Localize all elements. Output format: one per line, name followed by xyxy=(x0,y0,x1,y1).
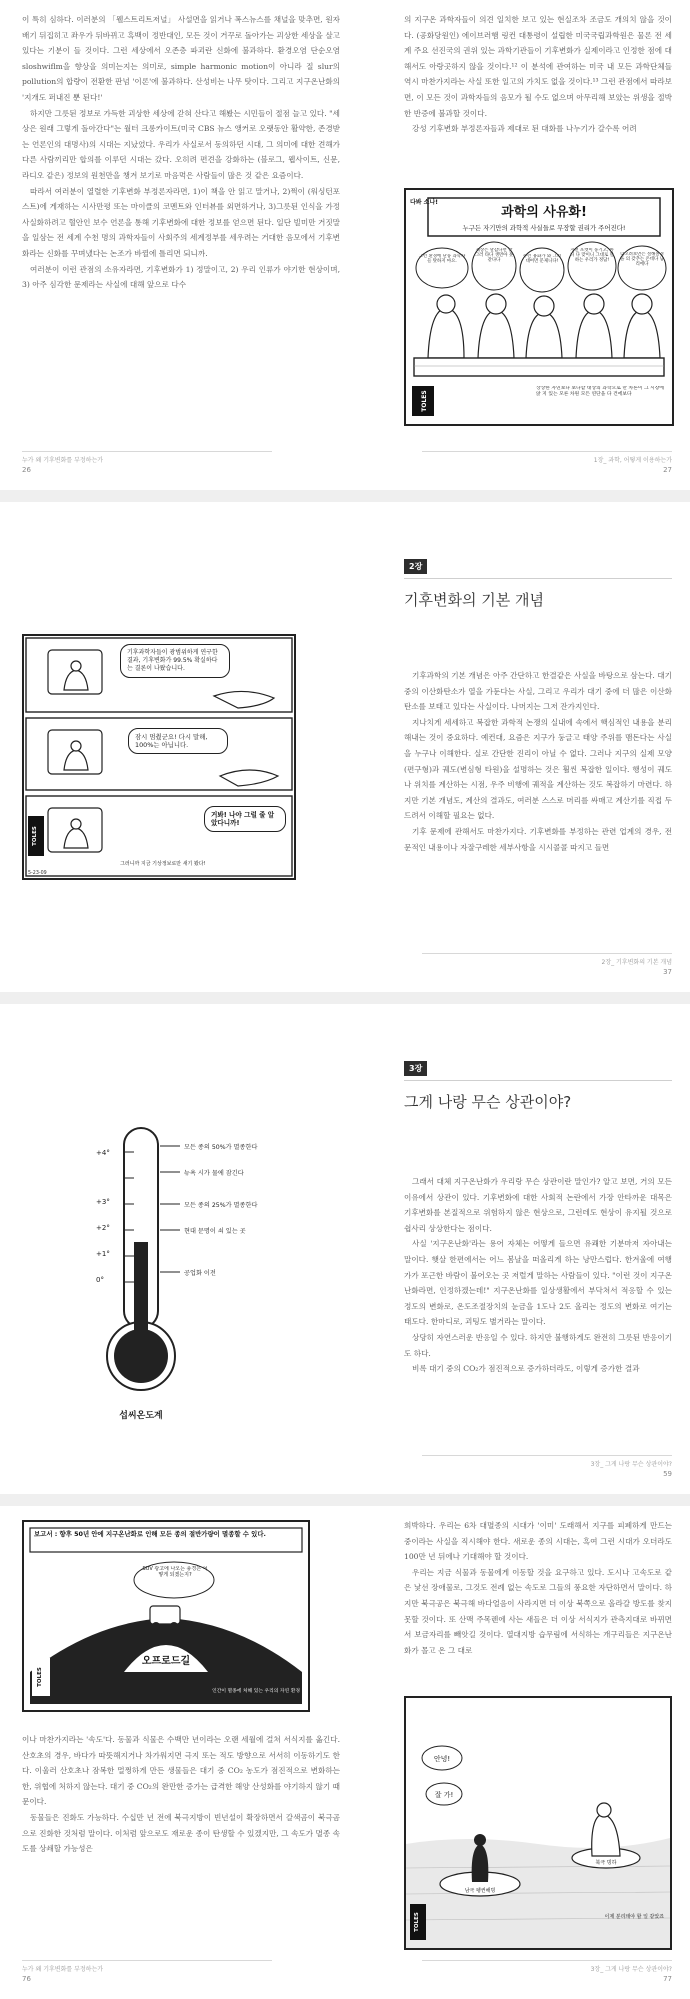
cartoon-privatization-of-science xyxy=(404,188,674,426)
page-number: 37 xyxy=(663,968,672,976)
thermometer-label: 모든 종의 50%가 멸종한다 xyxy=(184,1144,258,1151)
paragraph: 지나치게 세세하고 복잡한 과학적 논쟁의 실내에 속에서 핵심적인 내용을 분리해내는 것이 중요하다. 예컨대, 요즘은 지구가 둥글고 태양 주위를 맴돈다는 사실을 누구나 이해한다. 실로 간단한 진리이 아닐 수 없다. 그러나 지구의 실제 모양(편구형)과 궤도(변심형 타원)을 설명하는 것은 훨씬 복잡한 일이다. 행성이 궤도나 위치를 계산하는 시점, 우주 비행에 궤적을 계산하는 것도 복잡하기 마련다. 하지만 기본 개념도, 계산의 결과도, 여러분 스스로 머리를 싸매고 계산기를 직접 두드려서 이해할 필요는 없다. xyxy=(404,717,672,821)
cartoon-caption: 그러니까 지금 기상정보로만 새기 봤다! xyxy=(120,861,206,867)
road-sign-label: 오프로드길 xyxy=(141,1656,191,1667)
cartoon-caption: 상상한 자연보다 보다할 대상의 과학으로 만 차른이 그 시장에 앉 지 있는 모른 차원 모든 연단을 다 건에보다 xyxy=(536,386,665,397)
page-separator xyxy=(0,490,690,502)
cartoon-banner: 보고서 : 향후 50년 안에 지구온난화로 인해 모든 종의 절반가량이 멸종할 수 있다. xyxy=(34,1530,266,1538)
cartoon-logo: TOLES xyxy=(414,1912,420,1932)
speech-bubble: 그런 환경에 단풍 과학자들 탓하지 마요. xyxy=(418,254,466,265)
speech-bubble: 기후과학자들이 광범위하게 연구한 결과, 기후변화가 99.5% 확실하다는 결론이 나왔습니다. xyxy=(120,644,230,678)
spread-pages-36-37 xyxy=(0,502,690,992)
cartoon-date: 5-23-09 xyxy=(28,871,47,876)
thermometer-label: 현대 문명이 쇠 있는 곳 xyxy=(184,1228,246,1235)
paragraph: 기후 문제에 관해서도 마찬가지다. 기후변화를 부정하는 관련 업계의 경우, 전문적인 내용이나 자잘구레한 세부사항을 시시콜콜 따지고 들면 xyxy=(404,826,672,852)
paragraph: 희박하다. 우리는 6차 대멸종의 시대가 '이미' 도래해서 지구를 피폐하게 만드는 중이라는 사실을 직시해야 한다. 새로운 종의 시대는, 흑여 그런 시대가 오더라도 100만 년 뒤에나 기대해야 할 것이다. xyxy=(404,1521,672,1562)
cartoon-logo: TOLES xyxy=(37,1667,43,1687)
speech-bubble: 잠시 멈췄군요! 다시 말해, 100%는 아닙니다. xyxy=(128,728,228,754)
chapter-label: 2장 xyxy=(404,559,427,574)
paragraph: 상당히 자연스러운 반응일 수 있다. 하지만 불행하게도 완전히 그릇된 반응이기도 하다. xyxy=(404,1332,672,1358)
page-76-body xyxy=(22,1732,340,1857)
speech-bubble: 안녕! xyxy=(433,1755,451,1763)
paragraph: 그래서 대체 지구온난화가 우리랑 무슨 상관이란 말인가? 알고 보면, 거의 모든 이유에서 상관이 있다. 기후변화에 대한 사회적 논란에서 가장 안타까운 대목은 기후변화를 본질적으로 위험하지 않은 현상으로, 그런데도 현상이 유지될 것으로 쉽사리 상상한다는 점이다. xyxy=(404,1177,672,1233)
speech-bubble: 지전 포켓이 풍기고, 아니 다 맞이니 그대로 말하는 우리가 정답! xyxy=(570,248,614,264)
speech-bubble: 제상은 달갑다면 안 그러 타다 생면아 못 같다다 xyxy=(474,248,514,264)
thermometer-drawing xyxy=(90,1122,300,1428)
page-27-footer xyxy=(422,451,672,474)
page-37-body xyxy=(404,668,672,855)
speech-bubble: 수런 용화가 와 그러 대여면 문제니다! xyxy=(522,254,562,265)
paragraph: 우리는 지금 식물과 동물에게 이동할 것을 요구하고 있다. 도시나 고속도로 같은 낯선 장애물로, 그것도 전례 없는 속도로 그들의 풍요한 자단하면서 말이다. 하지만 북극공은 북극해 바다얼음이 사라지면 더 이상 북쪽으로 올라갈 방도를 찾지 못할 것이다. 또 산맥 주목렌에 사는 새들은 더 이상 서식지가 관측지대로 바뀌면서 보금자리를 빼앗길 것이다. 열대지방 습무림에 서식하는 개구리들은 지구온난화가 몰고 온 그 대로 xyxy=(404,1567,672,1655)
page-59-footer xyxy=(422,1455,672,1478)
running-title: 누가 왜 기후변화를 부정하는가 xyxy=(22,1966,104,1973)
page-26-footer xyxy=(22,451,272,474)
paragraph: 강성 기후변화 부정론자들과 제대로 된 대화를 나누기가 갈수록 어려 xyxy=(412,124,637,134)
paragraph: 비록 대기 중의 CO₂가 점진적으로 증가하더라도, 이렇게 증가한 결과 xyxy=(412,1364,640,1374)
floe-label: 남극 펭귄해빙 xyxy=(464,1888,496,1894)
spread-pages-58-59 xyxy=(0,1004,690,1494)
paragraph: 이나 마찬가지라는 '속도'다. 동물과 식물은 수백만 년이라는 오랜 세월에 걸쳐 서식지를 옮긴다. 산호초의 경우, 바다가 따뜻해지거나 차가워지면 극지 또는 적도 방향으로 서서히 이동하기도 한다. 이울러 산호초나 잠복한 멀쩡하게 만든 생물들은 대기 중 CO₂ 농도가 점진적으로 변화하는 한, 위협에 처하지 않는다. 대기 중 CO₂의 완만한 증가는 급격한 해양 산성화를 야기하지 않기 때문이다. xyxy=(22,1735,340,1807)
running-title: 누가 왜 기후변화를 부정하는가 xyxy=(22,457,104,464)
thermometer-label: 뉴욕 시가 물에 잠긴다 xyxy=(184,1170,244,1177)
running-title: 2장_ 기후변화의 기본 개념 xyxy=(601,959,672,966)
paragraph: 사실 '지구온난화'라는 용어 자체는 어떻게 들으면 유쾌한 기분마저 자아내는 말이다. 햇살 한편에서는 어느 봄날을 떠올리게 하는 낭만스럽다. 한겨울에 여행가가 포근한 바람이 불어오는 곳 저럴게 말하는 사람들이 있다. "이런 것이 지구온난화라면, 인정하겠는데!" 지구온난화를 일상생활에서 부닥쳐서 적응할 수 있는 정도의 변화로, 온도조절장치의 눈금을 1도나 2도 올리는 정도의 변화로 여기는 태도다. 한마디로, 괴팅도 별거라는 말이다. xyxy=(404,1239,672,1327)
cartoon-off-road xyxy=(22,1520,310,1712)
speech-bubble: 잘 가! xyxy=(434,1791,454,1799)
page-number: 27 xyxy=(663,466,672,474)
spread-pages-26-27 xyxy=(0,0,690,490)
page-26 xyxy=(22,12,340,502)
cartoon-ice-floes xyxy=(404,1696,672,1950)
page-separator xyxy=(0,1494,690,1506)
cartoon-drawing xyxy=(406,1698,670,1948)
page-number: 76 xyxy=(22,1975,31,1983)
thermometer-scale-label: +2° xyxy=(96,1224,110,1232)
running-title: 1장_ 과학, 어떻게 이용하는가 xyxy=(593,457,672,464)
speech-bubble: 거봐! 나야 그럴 줄 알았다니까! xyxy=(204,806,286,832)
paragraph: 의 지구온 과학자들이 의견 일치한 보고 있는 현실조차 조금도 개의치 않을 것이다. (공화당원인) 에이브러햄 링컨 대통령이 설립한 미국국립과학원은 물론 전 세계 주요 선진국의 권위 있는 과학기관들이 기후변화가 실제이라고 인정한 점에 대해서도 아랑곳하지 않을 것이다.¹² 이 분석에 관여하는 미국 내 모든 과학단체들 역시 마찬가지라는 사실 또한 일고의 가치도 없을 것이다.¹³ 그런 관점에서 따라보면, 이 모든 것이 과학자들의 음모가 될 수도 없으며 아무리해 보았는 위생을 절박한 반증에 불과할 것이다. xyxy=(404,15,672,118)
page-27-body xyxy=(404,12,672,137)
page-number: 26 xyxy=(22,466,31,474)
thermometer-label: 모든 종의 25%가 멸종한다 xyxy=(184,1202,258,1209)
paragraph: 따라서 여러분이 열렬한 기후변화 부정론자라면, 1)이 책을 안 읽고 말거나, 2)쩍이 (워싱턴포스트)에 게재하는 시사만평 또는 마이클의 코멘트와 인터뷰를 외면하거나, 3)그릇된 인식을 가정사실화하려고 혈안인 보수 언론을 통해 기후변화에 대한 정보를 얻으면 된다. 일단 빌미만 거짓말을 일삼는 전 세계 수천 명의 과학자들이 사회주의 세계정부를 세우려는 거대한 음모에서 기후변화라는 신화를 꾸며냈다는 논조가 바뀔에 틀리면 되니까. xyxy=(22,186,340,258)
cartoon-drawing xyxy=(24,1522,308,1710)
paragraph: 이 특히 심하다. 이러분의 「웰스트리트저널」 사설면을 읽거나 폭스뉴스를 채널을 맞추면, 원자배기 뒤집히고 좌우가 뒤바뀌고 흑백이 정반대인, 모든 것이 거꾸로 돌아가는 괴상한 세상을 살고 있다는 기분이 들 것이다. 그런 세상에서 오존층 파괴란 신화에 불과하다. 환경오염 단순오염 sloshwiflm을 향상을 의미는지는 의미로, simple harmonic motion이 아니라 질 slur의 pollution의 합량이 전환한 판넘 '이론'에 불과하다. 산성비는 나무 탓이다. 그리고 지구온난화의 '지개도 퍼내진 뿐 된다!' xyxy=(22,15,340,102)
thermometer-label: 공업화 이전 xyxy=(184,1270,216,1277)
spread-pages-76-77 xyxy=(0,1506,690,1999)
page-number: 59 xyxy=(663,1470,672,1478)
cartoon-logo: TOLES xyxy=(32,826,38,846)
paragraph: 동물들은 진화도 가능하다. 수십만 년 전에 북극지방이 빈년설이 확장하면서 갈색곰이 북극곰으로 진화한 것처럼 말이다. 이처럼 앞으로도 재로운 종이 탄생할 수 있겠지만, 그 속도가 멸종 속도를 상쇄할 가능성은 xyxy=(22,1812,340,1854)
cartoon-tag: 다봐 소나! xyxy=(410,199,439,206)
speech-bubble: 더고려보면은 절해볼경을 의 갖추는 온데다 남리에다 xyxy=(620,252,664,268)
cartoon-caption: 인간이 멸종에 처해 있는 우리의 자연 환경 xyxy=(212,1689,300,1694)
paragraph: 기후과학의 기본 개념은 아주 간단하고 한결같은 사실을 바탕으로 삼는다. 대기 중의 이산화탄소가 열을 가둔다는 사실, 그리고 우리가 대기 중에 더 많은 이산화탄소를 보태고 있다는 사실이다. 나머지는 그저 잔가지인다. xyxy=(404,671,672,712)
page-separator xyxy=(0,992,690,1004)
chapter-title: 그게 나랑 무슨 상관이야? xyxy=(404,1093,572,1111)
page-37-footer xyxy=(422,953,672,976)
cartoon-caption: 이제 분리돼야 할 일 같았죠 xyxy=(604,1914,664,1920)
thermometer-scale-label: 0° xyxy=(96,1276,104,1284)
running-title: 3장_ 그게 나랑 무슨 상관이야? xyxy=(590,1461,672,1468)
page-76-footer xyxy=(22,1960,272,1983)
page-59-body xyxy=(404,1174,672,1377)
speech-bubble: SUV 광고에 나오는 풍경은 어떻게 되겠는지? xyxy=(142,1566,208,1579)
page-26-body xyxy=(22,12,340,293)
cartoon-certainty-panels xyxy=(22,634,296,880)
paragraph: 여러분이 이런 관점의 소유자라면, 기후변화가 1) 정말이고, 2) 우리 인류가 야기한 현상이며, 3) 아주 심각한 문제라는 사실에 대해 앞으로 다수 xyxy=(22,264,340,290)
cartoon-logo: TOLES xyxy=(421,390,428,412)
cartoon-drawing xyxy=(406,190,672,424)
floe-label: 북극 빙하 xyxy=(595,1860,617,1866)
thermometer-caption: 섭씨온도계 xyxy=(119,1411,163,1421)
thermometer-scale-label: +1° xyxy=(96,1250,110,1258)
thermometer-scale-label: +3° xyxy=(96,1198,110,1206)
chapter-label: 3장 xyxy=(404,1061,427,1076)
page-77-body xyxy=(404,1518,672,1658)
chapter-title: 기후변화의 기본 개념 xyxy=(404,591,544,609)
page-76 xyxy=(22,1732,340,1999)
page-77-footer xyxy=(422,1960,672,1983)
running-title: 3장_ 그게 나랑 무슨 상관이야? xyxy=(590,1966,672,1973)
thermometer-illustration xyxy=(90,1122,300,1428)
thermometer-scale-label: +4° xyxy=(96,1149,110,1157)
page-number: 77 xyxy=(663,1975,672,1983)
cartoon-subbanner: 누구든 자기만의 과학적 사실들로 무장할 권리가 주어진다! xyxy=(462,224,626,232)
paragraph: 하지만 그릇된 정보로 가득한 괴상한 세상에 갇혀 산다고 해봤는 시민들이 절점 늘고 있다. "세상은 원래 그렇게 돌아간다"는 월터 크롱카이트(미국 CBS 뉴스 앵커로 오랫동안 활약한, 존경받는 언론인의 대명사)의 시대는 지났었다. 우리가 사실로서 동의하던 시대, 그 의미에 대한 견해가 다른 사람끼리만 합의를 이루던 시대는 갔다. 오히려 편견을 강화하는 (블로그, 웹사이트, 신문, 라디오 같은) 정보의 원천만을 챙겨 보기로 마음먹은 사람들이 많은 것 같은 요즘이다. xyxy=(22,108,340,180)
cartoon-banner: 과학의 사유화! xyxy=(501,205,587,220)
